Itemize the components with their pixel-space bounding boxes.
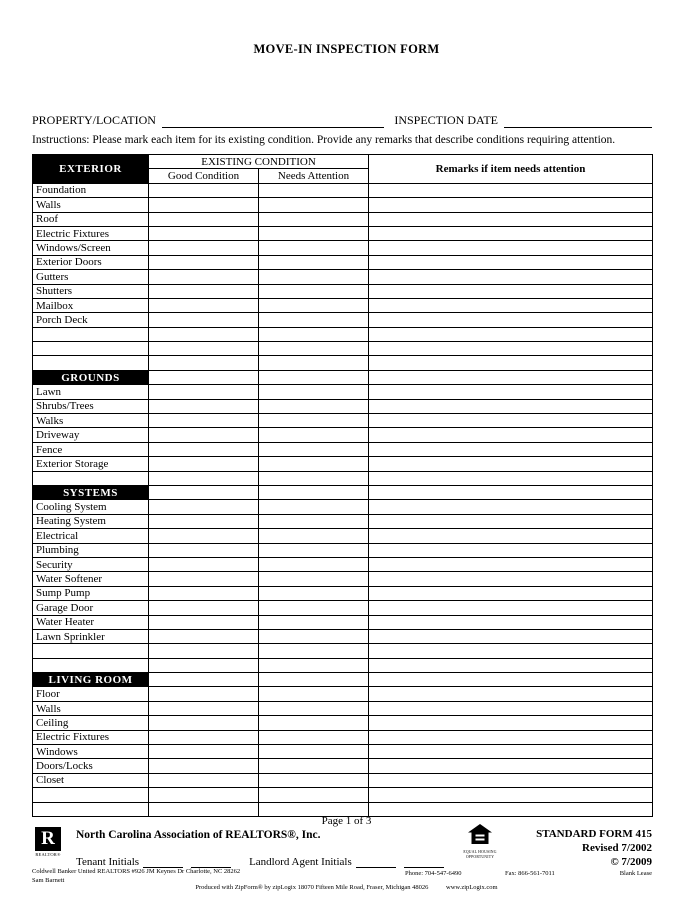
good-condition-cell[interactable] bbox=[149, 745, 259, 759]
good-condition-cell[interactable] bbox=[149, 629, 259, 643]
needs-attention-cell[interactable] bbox=[259, 644, 369, 658]
good-condition-cell[interactable] bbox=[149, 457, 259, 471]
remarks-cell[interactable] bbox=[369, 298, 653, 312]
item-label-blank[interactable] bbox=[33, 644, 149, 658]
remarks-cell[interactable] bbox=[369, 514, 653, 528]
needs-attention-cell[interactable] bbox=[259, 701, 369, 715]
section-header-row bbox=[33, 673, 653, 687]
good-condition-cell[interactable] bbox=[149, 543, 259, 557]
remarks-cell[interactable] bbox=[369, 572, 653, 586]
blank-row bbox=[33, 471, 653, 485]
good-condition-cell[interactable] bbox=[149, 212, 259, 226]
item-label: Sump Pump bbox=[33, 586, 149, 600]
good-condition-cell[interactable] bbox=[149, 183, 259, 197]
needs-attention-cell[interactable] bbox=[259, 529, 369, 543]
good-condition-cell[interactable] bbox=[149, 586, 259, 600]
item-row bbox=[33, 543, 653, 557]
item-label: Foundation bbox=[33, 183, 149, 197]
item-label: Roof bbox=[33, 212, 149, 226]
good-condition-cell[interactable] bbox=[149, 313, 259, 327]
item-label-blank[interactable] bbox=[33, 471, 149, 485]
inspection-date-label: INSPECTION DATE bbox=[394, 113, 498, 127]
good-condition-cell[interactable] bbox=[149, 241, 259, 255]
item-label-blank[interactable] bbox=[33, 327, 149, 341]
remarks-cell[interactable] bbox=[369, 428, 653, 442]
item-label: Security bbox=[33, 557, 149, 571]
good-condition-cell[interactable] bbox=[149, 644, 259, 658]
remarks-cell[interactable] bbox=[369, 687, 653, 701]
needs-attention-cell[interactable] bbox=[259, 485, 369, 499]
needs-attention-cell[interactable] bbox=[259, 212, 369, 226]
needs-attention-cell[interactable] bbox=[259, 414, 369, 428]
needs-attention-cell[interactable] bbox=[259, 687, 369, 701]
remarks-cell[interactable] bbox=[369, 615, 653, 629]
section-label: EXTERIOR bbox=[33, 155, 149, 184]
needs-attention-cell[interactable] bbox=[259, 543, 369, 557]
item-row bbox=[33, 255, 653, 269]
section-label: LIVING ROOM bbox=[33, 673, 149, 687]
needs-attention-cell[interactable] bbox=[259, 500, 369, 514]
item-label: Gutters bbox=[33, 270, 149, 284]
website: www.zipLogix.com bbox=[446, 884, 498, 891]
item-label: Water Softener bbox=[33, 572, 149, 586]
remarks-cell[interactable] bbox=[369, 313, 653, 327]
item-label: Exterior Storage bbox=[33, 457, 149, 471]
item-label: Cooling System bbox=[33, 500, 149, 514]
good-condition-cell[interactable] bbox=[149, 529, 259, 543]
needs-attention-cell[interactable] bbox=[259, 255, 369, 269]
item-row bbox=[33, 615, 653, 629]
item-label: Mailbox bbox=[33, 298, 149, 312]
needs-attention-cell[interactable] bbox=[259, 629, 369, 643]
good-condition-cell[interactable] bbox=[149, 716, 259, 730]
needs-attention-cell[interactable] bbox=[259, 457, 369, 471]
form-name: Blank Lease bbox=[619, 870, 652, 877]
tenant-initial-input-1[interactable] bbox=[143, 855, 183, 868]
item-row bbox=[33, 601, 653, 615]
good-condition-cell[interactable] bbox=[149, 514, 259, 528]
good-condition-cell[interactable] bbox=[149, 615, 259, 629]
equal-housing-label: EQUAL HOUSING OPPORTUNITY bbox=[463, 850, 497, 859]
remarks-cell[interactable] bbox=[369, 745, 653, 759]
item-row bbox=[33, 687, 653, 701]
item-label-blank[interactable] bbox=[33, 788, 149, 802]
good-condition-cell[interactable] bbox=[149, 270, 259, 284]
item-row bbox=[33, 701, 653, 715]
item-row bbox=[33, 716, 653, 730]
item-label: Lawn Sprinkler bbox=[33, 629, 149, 643]
good-condition-cell[interactable] bbox=[149, 255, 259, 269]
item-label: Walls bbox=[33, 198, 149, 212]
remarks-cell[interactable] bbox=[369, 471, 653, 485]
needs-attention-cell[interactable] bbox=[259, 270, 369, 284]
item-label: Fence bbox=[33, 442, 149, 456]
item-row bbox=[33, 442, 653, 456]
good-condition-cell[interactable] bbox=[149, 399, 259, 413]
landlord-initials-label: Landlord Agent Initials bbox=[249, 856, 352, 868]
fax-number: Fax: 866-561-7011 bbox=[505, 870, 555, 877]
item-row bbox=[33, 759, 653, 773]
item-row bbox=[33, 730, 653, 744]
inspection-table bbox=[32, 154, 653, 817]
item-label: Walks bbox=[33, 414, 149, 428]
remarks-cell[interactable] bbox=[369, 385, 653, 399]
good-condition-cell[interactable] bbox=[149, 485, 259, 499]
item-label-blank[interactable] bbox=[33, 356, 149, 370]
needs-attention-cell[interactable] bbox=[259, 759, 369, 773]
realtor-logo bbox=[33, 827, 63, 857]
remarks-cell[interactable] bbox=[369, 255, 653, 269]
needs-attention-cell[interactable] bbox=[259, 615, 369, 629]
good-condition-cell[interactable] bbox=[149, 298, 259, 312]
needs-attention-cell[interactable] bbox=[259, 673, 369, 687]
remarks-cell[interactable] bbox=[369, 212, 653, 226]
item-row bbox=[33, 212, 653, 226]
office-info: Coldwell Banker United REALTORS #926 JM Keynes Dr Charlotte, NC 28262 bbox=[32, 868, 241, 875]
remarks-cell[interactable] bbox=[369, 658, 653, 672]
needs-attention-cell[interactable] bbox=[259, 356, 369, 370]
item-label-blank[interactable] bbox=[33, 658, 149, 672]
item-row bbox=[33, 226, 653, 240]
good-condition-cell[interactable] bbox=[149, 701, 259, 715]
remarks-cell[interactable] bbox=[369, 442, 653, 456]
item-label: Exterior Doors bbox=[33, 255, 149, 269]
good-condition-cell[interactable] bbox=[149, 414, 259, 428]
remarks-cell[interactable] bbox=[369, 716, 653, 730]
good-condition-cell[interactable] bbox=[149, 327, 259, 341]
item-label: Walls bbox=[33, 701, 149, 715]
table-header-row-1 bbox=[33, 155, 653, 169]
item-row bbox=[33, 572, 653, 586]
equal-housing-icon bbox=[468, 824, 492, 844]
item-row bbox=[33, 629, 653, 643]
inspection-table-body bbox=[33, 183, 653, 816]
remarks-cell[interactable] bbox=[369, 270, 653, 284]
item-row bbox=[33, 241, 653, 255]
item-row bbox=[33, 586, 653, 600]
item-label: Heating System bbox=[33, 514, 149, 528]
good-condition-cell[interactable] bbox=[149, 500, 259, 514]
landlord-initial-input-2[interactable] bbox=[404, 855, 444, 868]
remarks-cell[interactable] bbox=[369, 457, 653, 471]
item-row bbox=[33, 198, 653, 212]
good-condition-cell[interactable] bbox=[149, 687, 259, 701]
needs-attention-cell[interactable] bbox=[259, 788, 369, 802]
good-condition-cell[interactable] bbox=[149, 370, 259, 384]
realtor-r-icon: R bbox=[35, 827, 61, 851]
instructions-text: Instructions: Please mark each item for its existing condition. Provide any remarks that describe conditions requiring attention. bbox=[32, 134, 616, 146]
agent-name: Sam Barnett bbox=[32, 877, 65, 884]
needs-attention-cell[interactable] bbox=[259, 370, 369, 384]
needs-attention-cell[interactable] bbox=[259, 557, 369, 571]
remarks-cell[interactable] bbox=[369, 586, 653, 600]
standard-form-number: STANDARD FORM 415 bbox=[536, 828, 652, 840]
section-header-row bbox=[33, 370, 653, 384]
item-label: Doors/Locks bbox=[33, 759, 149, 773]
item-label: Windows bbox=[33, 745, 149, 759]
form-info bbox=[536, 827, 652, 869]
needs-attention-cell[interactable] bbox=[259, 313, 369, 327]
needs-attention-cell[interactable] bbox=[259, 442, 369, 456]
needs-attention-cell[interactable] bbox=[259, 183, 369, 197]
good-condition-cell[interactable] bbox=[149, 342, 259, 356]
needs-attention-cell[interactable] bbox=[259, 745, 369, 759]
remarks-cell[interactable] bbox=[369, 183, 653, 197]
good-condition-header: Good Condition bbox=[149, 169, 259, 183]
section-label: GROUNDS bbox=[33, 370, 149, 384]
remarks-cell[interactable] bbox=[369, 327, 653, 341]
remarks-cell[interactable] bbox=[369, 241, 653, 255]
needs-attention-header: Needs Attention bbox=[259, 169, 369, 183]
good-condition-cell[interactable] bbox=[149, 601, 259, 615]
remarks-cell[interactable] bbox=[369, 284, 653, 298]
item-row bbox=[33, 284, 653, 298]
item-label: Closet bbox=[33, 773, 149, 787]
item-label: Windows/Screen bbox=[33, 241, 149, 255]
item-row bbox=[33, 557, 653, 571]
item-row bbox=[33, 773, 653, 787]
needs-attention-cell[interactable] bbox=[259, 342, 369, 356]
property-date-line bbox=[32, 113, 652, 128]
item-label: Driveway bbox=[33, 428, 149, 442]
needs-attention-cell[interactable] bbox=[259, 716, 369, 730]
remarks-header: Remarks if item needs attention bbox=[369, 155, 653, 184]
remarks-cell[interactable] bbox=[369, 673, 653, 687]
remarks-cell[interactable] bbox=[369, 543, 653, 557]
item-row bbox=[33, 385, 653, 399]
produced-text: Produced with ZipForm® by zipLogix 18070 Fifteen Mile Road, Fraser, Michigan 48026 bbox=[195, 884, 429, 891]
remarks-cell[interactable] bbox=[369, 414, 653, 428]
item-label: Plumbing bbox=[33, 543, 149, 557]
phone-number: Phone: 704-547-6490 bbox=[405, 870, 462, 877]
remarks-cell[interactable] bbox=[369, 485, 653, 499]
blank-row bbox=[33, 342, 653, 356]
good-condition-cell[interactable] bbox=[149, 673, 259, 687]
good-condition-cell[interactable] bbox=[149, 572, 259, 586]
good-condition-cell[interactable] bbox=[149, 385, 259, 399]
item-label: Electrical bbox=[33, 529, 149, 543]
good-condition-cell[interactable] bbox=[149, 198, 259, 212]
revised-date: Revised 7/2002 bbox=[582, 842, 652, 854]
item-row bbox=[33, 414, 653, 428]
item-label: Shrubs/Trees bbox=[33, 399, 149, 413]
blank-row bbox=[33, 658, 653, 672]
remarks-cell[interactable] bbox=[369, 500, 653, 514]
item-label: Lawn bbox=[33, 385, 149, 399]
remarks-cell[interactable] bbox=[369, 644, 653, 658]
item-row bbox=[33, 183, 653, 197]
inspection-date-input[interactable] bbox=[504, 114, 652, 128]
needs-attention-cell[interactable] bbox=[259, 226, 369, 240]
item-label: Floor bbox=[33, 687, 149, 701]
good-condition-cell[interactable] bbox=[149, 788, 259, 802]
remarks-cell[interactable] bbox=[369, 629, 653, 643]
produced-line bbox=[0, 884, 693, 891]
item-row bbox=[33, 500, 653, 514]
page-number: Page 1 of 3 bbox=[321, 815, 372, 827]
needs-attention-cell[interactable] bbox=[259, 471, 369, 485]
needs-attention-cell[interactable] bbox=[259, 399, 369, 413]
needs-attention-cell[interactable] bbox=[259, 773, 369, 787]
remarks-cell[interactable] bbox=[369, 759, 653, 773]
remarks-cell[interactable] bbox=[369, 701, 653, 715]
good-condition-cell[interactable] bbox=[149, 284, 259, 298]
section-label: SYSTEMS bbox=[33, 485, 149, 499]
item-row bbox=[33, 428, 653, 442]
section-header-row bbox=[33, 485, 653, 499]
item-label: Ceiling bbox=[33, 716, 149, 730]
good-condition-cell[interactable] bbox=[149, 773, 259, 787]
remarks-cell[interactable] bbox=[369, 730, 653, 744]
tenant-initials-label: Tenant Initials bbox=[76, 856, 140, 868]
remarks-cell[interactable] bbox=[369, 788, 653, 802]
remarks-cell[interactable] bbox=[369, 198, 653, 212]
remarks-cell[interactable] bbox=[369, 356, 653, 370]
needs-attention-cell[interactable] bbox=[259, 601, 369, 615]
realtor-logo-label: REALTOR® bbox=[35, 852, 61, 857]
remarks-cell[interactable] bbox=[369, 399, 653, 413]
good-condition-cell[interactable] bbox=[149, 658, 259, 672]
needs-attention-cell[interactable] bbox=[259, 586, 369, 600]
tenant-initial-input-2[interactable] bbox=[191, 855, 231, 868]
item-label: Shutters bbox=[33, 284, 149, 298]
item-label-blank[interactable] bbox=[33, 342, 149, 356]
item-row bbox=[33, 745, 653, 759]
item-row bbox=[33, 399, 653, 413]
item-row bbox=[33, 529, 653, 543]
item-label: Electric Fixtures bbox=[33, 730, 149, 744]
needs-attention-cell[interactable] bbox=[259, 428, 369, 442]
blank-row bbox=[33, 644, 653, 658]
needs-attention-cell[interactable] bbox=[259, 730, 369, 744]
good-condition-cell[interactable] bbox=[149, 428, 259, 442]
landlord-initial-input-1[interactable] bbox=[356, 855, 396, 868]
good-condition-cell[interactable] bbox=[149, 442, 259, 456]
blank-row bbox=[33, 788, 653, 802]
property-location-label: PROPERTY/LOCATION bbox=[32, 113, 156, 127]
item-row bbox=[33, 313, 653, 327]
equal-housing-logo bbox=[455, 824, 505, 859]
needs-attention-cell[interactable] bbox=[259, 241, 369, 255]
blank-row bbox=[33, 327, 653, 341]
good-condition-cell[interactable] bbox=[149, 356, 259, 370]
item-label: Porch Deck bbox=[33, 313, 149, 327]
blank-row bbox=[33, 356, 653, 370]
item-row bbox=[33, 270, 653, 284]
good-condition-cell[interactable] bbox=[149, 759, 259, 773]
needs-attention-cell[interactable] bbox=[259, 327, 369, 341]
item-row bbox=[33, 457, 653, 471]
item-row bbox=[33, 298, 653, 312]
item-row bbox=[33, 514, 653, 528]
needs-attention-cell[interactable] bbox=[259, 284, 369, 298]
good-condition-cell[interactable] bbox=[149, 471, 259, 485]
property-location-input[interactable] bbox=[162, 114, 384, 128]
remarks-cell[interactable] bbox=[369, 773, 653, 787]
existing-condition-header: EXISTING CONDITION bbox=[149, 155, 369, 169]
item-label: Garage Door bbox=[33, 601, 149, 615]
needs-attention-cell[interactable] bbox=[259, 385, 369, 399]
good-condition-cell[interactable] bbox=[149, 226, 259, 240]
needs-attention-cell[interactable] bbox=[259, 658, 369, 672]
copyright: © 7/2009 bbox=[610, 856, 652, 868]
association-name: North Carolina Association of REALTORS®, Inc. bbox=[76, 829, 321, 841]
page-title: MOVE-IN INSPECTION FORM bbox=[253, 42, 440, 56]
needs-attention-cell[interactable] bbox=[259, 572, 369, 586]
item-label: Electric Fixtures bbox=[33, 226, 149, 240]
good-condition-cell[interactable] bbox=[149, 730, 259, 744]
needs-attention-cell[interactable] bbox=[259, 514, 369, 528]
remarks-cell[interactable] bbox=[369, 557, 653, 571]
needs-attention-cell[interactable] bbox=[259, 198, 369, 212]
item-label: Water Heater bbox=[33, 615, 149, 629]
remarks-cell[interactable] bbox=[369, 529, 653, 543]
initials-line bbox=[76, 855, 448, 868]
needs-attention-cell[interactable] bbox=[259, 298, 369, 312]
remarks-cell[interactable] bbox=[369, 601, 653, 615]
remarks-cell[interactable] bbox=[369, 226, 653, 240]
remarks-cell[interactable] bbox=[369, 342, 653, 356]
remarks-cell[interactable] bbox=[369, 370, 653, 384]
good-condition-cell[interactable] bbox=[149, 557, 259, 571]
